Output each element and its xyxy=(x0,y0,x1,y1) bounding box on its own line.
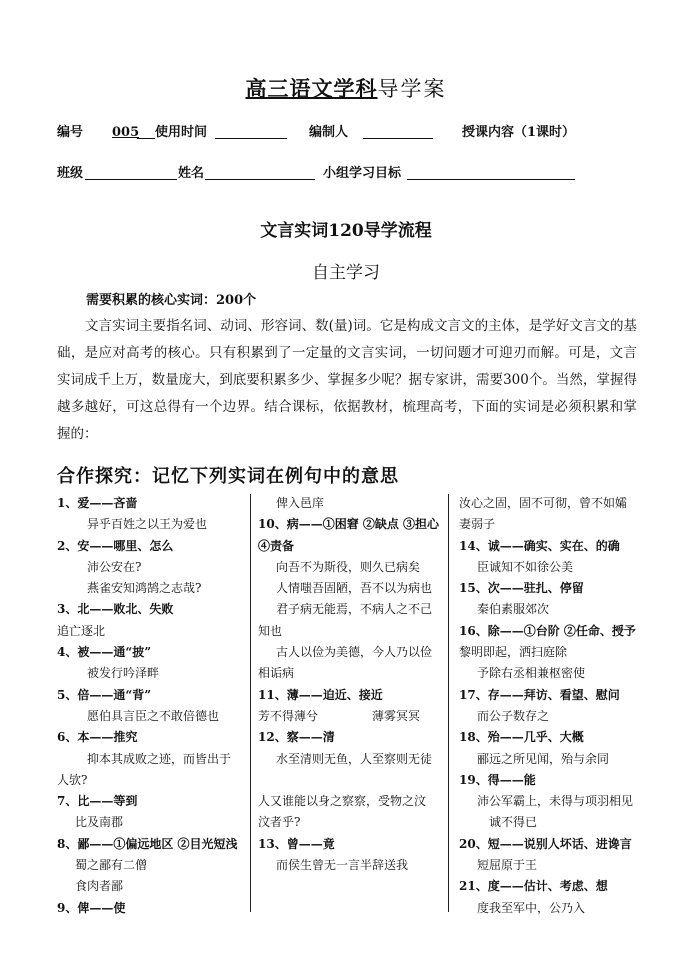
example-sentence: 秦伯素服郊次 xyxy=(477,602,550,617)
name-label: 姓名 xyxy=(178,166,205,181)
word-entry: 7、比——等到 xyxy=(57,794,138,809)
example-sentence: 汝心之固，固不可彻，曾不如孀 xyxy=(459,496,628,510)
page-title xyxy=(0,74,692,104)
example-sentence: 抑本其成败之迹，而皆出于 xyxy=(87,751,232,766)
title-type: 导学案 xyxy=(377,77,447,101)
example-sentence: 诚不得已 xyxy=(489,815,538,830)
word-column-2 xyxy=(258,493,443,876)
example-sentence: 蜀之鄙有二僧 xyxy=(75,858,148,873)
word-entry: 2、安——哪里、怎么 xyxy=(57,538,174,553)
content-label: 授课内容（1课时） xyxy=(462,125,576,140)
example-sentence: 度我至军中，公乃入 xyxy=(477,900,586,915)
example-sentence: 追亡逐北 xyxy=(57,623,106,638)
example-sentence: 短屈原于王 xyxy=(477,858,538,873)
word-entry: 4、被——通“披” xyxy=(57,645,152,660)
editor-label: 编制人 xyxy=(309,125,349,140)
word-entry: ④责备 xyxy=(258,538,295,553)
word-entry: 9、俾——使 xyxy=(57,900,126,915)
number-label: 编号 xyxy=(57,125,84,140)
word-entry: 11、薄——迫近、接近 xyxy=(258,687,383,702)
class-label: 班级 xyxy=(57,166,84,181)
word-column-3 xyxy=(459,493,639,919)
example-sentence: 黎明即起，洒扫庭除 xyxy=(459,645,568,660)
example-pair xyxy=(258,706,443,727)
word-entry: 20、短——说别人坏话、进谗言 xyxy=(459,836,632,851)
example-sentence: 而侯生曾无一言半辞送我 xyxy=(276,858,409,873)
example-sentence: 比及南郡 xyxy=(75,815,124,830)
example-sentence: 芳不得薄兮 xyxy=(258,708,319,723)
word-entry: 18、殆——几乎、大概 xyxy=(459,730,584,745)
word-entry: 13、曾——竟 xyxy=(258,836,335,851)
core-words-note: 需要积累的核心实词：200个 xyxy=(86,293,257,308)
word-column-1 xyxy=(57,493,249,919)
editor-field[interactable] xyxy=(363,123,433,139)
column-divider xyxy=(250,494,251,912)
name-field[interactable] xyxy=(205,164,315,180)
word-entry: 14、诚——确实、实在、的确 xyxy=(459,538,620,553)
word-entry: 17、存——拜访、看望、慰问 xyxy=(459,687,620,702)
example-sentence: 君子病无能焉，不病人之不己 xyxy=(276,602,433,617)
example-sentence: 水至清则无鱼，人至察则无徒 xyxy=(276,751,433,766)
example-sentence: 臣诚知不如徐公美 xyxy=(477,559,574,574)
example-sentence: 汶者乎? xyxy=(258,815,301,830)
example-sentence: 人欤? xyxy=(57,772,88,787)
example-sentence: 愿伯具言臣之不敢倍德也 xyxy=(87,708,220,723)
meta-row-2 xyxy=(57,164,637,184)
word-entry: 12、察——清 xyxy=(258,730,335,745)
example-sentence: 向吾不为斯役，则久已病矣 xyxy=(276,559,421,574)
example-sentence: 相诟病 xyxy=(258,666,295,681)
word-entry: 10、病——①困窘 ②缺点 ③担心 xyxy=(258,517,440,532)
section-heading: 自主学习 xyxy=(312,263,380,283)
word-entry: 15、次——驻扎、停留 xyxy=(459,581,584,596)
word-entry: 3、北——败北、失败 xyxy=(57,602,174,617)
goal-label: 小组学习目标 xyxy=(323,166,402,181)
example-sentence: 人又谁能以身之察察，受物之汶 xyxy=(258,794,427,809)
example-sentence: 予除右丞相兼枢密使 xyxy=(477,666,586,681)
number-blank[interactable] xyxy=(137,123,155,139)
title-subject: 高三语文学科 xyxy=(245,76,378,101)
example-sentence: 薄雾冥冥 xyxy=(372,708,421,723)
word-entry: 19、得——能 xyxy=(459,772,536,787)
number-value: 005 xyxy=(112,125,140,140)
example-sentence: 知也 xyxy=(258,623,283,638)
example-sentence: 燕雀安知鸿鹄之志哉? xyxy=(87,581,202,596)
example-sentence: 沛公安在? xyxy=(87,559,142,574)
example-sentence: 食肉者鄙 xyxy=(75,879,124,894)
column-divider xyxy=(448,494,449,912)
example-sentence: 而公子数存之 xyxy=(477,708,550,723)
word-entry: 8、鄙——①偏远地区 ②目光短浅 xyxy=(57,836,238,851)
example-sentence: 被发行吟泽畔 xyxy=(87,666,160,681)
time-field[interactable] xyxy=(215,123,287,139)
example-sentence: 郦远之所见闻，殆与余同 xyxy=(477,751,610,766)
word-entry: 6、本——推究 xyxy=(57,730,138,745)
example-sentence: 古人以俭为美德，今人乃以俭 xyxy=(276,645,433,660)
time-label: 使用时间 xyxy=(155,125,208,140)
word-entry: 16、除——①台阶 ②任命、授予 xyxy=(459,623,636,638)
example-sentence: 妻弱子 xyxy=(459,517,496,532)
lesson-title: 文言实词120导学流程 xyxy=(260,221,432,241)
goal-field[interactable] xyxy=(407,164,575,180)
meta-row-1 xyxy=(57,123,637,143)
class-field[interactable] xyxy=(85,164,177,180)
coop-heading: 合作探究：记忆下列实词在例句中的意思 xyxy=(57,466,399,487)
example-sentence: 沛公军霸上，未得与项羽相见 xyxy=(477,794,634,809)
word-entry: 1、爱——吝啬 xyxy=(57,496,138,510)
intro-paragraph: 文言实词主要指名词、动词、形容词、数(量)词。它是构成文言文的主体，是学好文言文的基础，是应对高考的核心。只有积累到了一定量的文言实词，一切问题才可迎刃而解。可是，文言实词成千上万，数量庞大，到底要积累多少、掌握多少呢？据专家讲，需要300个。当然，掌握得越多越好，可这总得有一个边界。结合课标，依据教材，梳理高考，下面的实词是必须积累和掌握的： xyxy=(57,318,637,442)
word-entry: 21、度——估计、考虑、想 xyxy=(459,879,608,894)
example-sentence: 异乎百姓之以王为爱也 xyxy=(87,517,208,532)
word-entry: 5、倍——通“背” xyxy=(57,687,152,702)
example-sentence: 人情嗤吾固陋，吾不以为病也 xyxy=(276,581,433,596)
example-sentence: 俾入邑庠 xyxy=(276,496,325,510)
blank-line xyxy=(258,770,443,791)
